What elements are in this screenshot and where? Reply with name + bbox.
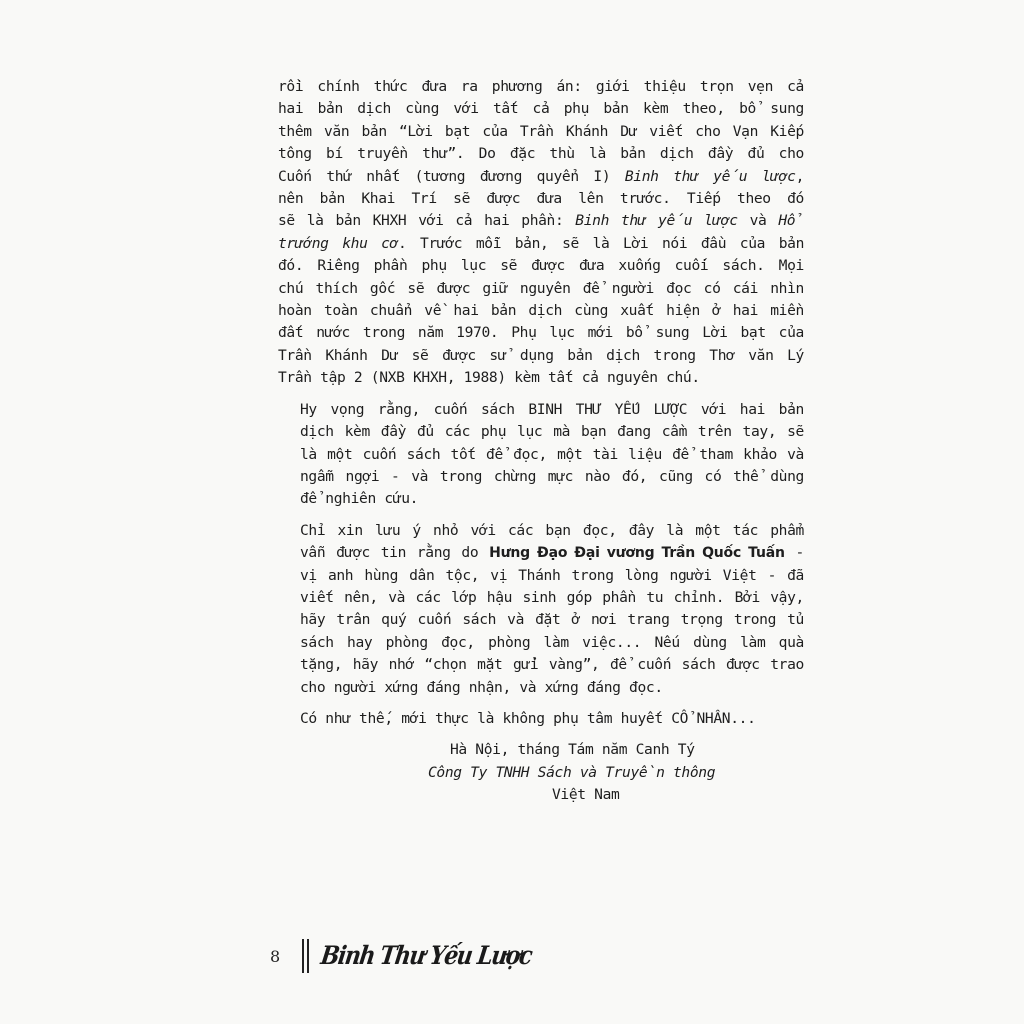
book-title-italic: Binh thư yếu lược <box>575 212 738 230</box>
text-line: cho người xứng đáng nhận, và xứng đáng đọc. <box>300 678 663 696</box>
text-line: sách hay phòng đọc, phòng làm việc... Nếu dùng làm quà <box>300 633 804 651</box>
paragraph-2 <box>278 399 804 511</box>
paragraph-1 <box>278 76 804 390</box>
page-footer <box>270 936 534 976</box>
text-line: tặng, hãy nhớ “chọn mặt gửi vàng”, để cuốn sách được trao <box>300 656 804 674</box>
text-run: , <box>795 167 805 185</box>
signature-company: Công Ty TNHH Sách và Truyền thông <box>428 763 716 781</box>
text-run: Cuốn thứ nhất (tương đương quyển I) <box>278 167 625 185</box>
paragraph-3 <box>278 520 804 699</box>
paragraph-4 <box>278 708 804 730</box>
body-text <box>278 76 804 807</box>
book-title-logo: Binh Thư Yếu Lược <box>319 941 534 971</box>
text-line: nên bản Khai Trí sẽ được đưa lên trước. Tiếp theo đó <box>278 190 804 208</box>
text-line <box>278 233 804 255</box>
text-line: hãy trân quý cuốn sách và đặt ở nơi trang trọng trong tủ <box>300 611 804 629</box>
text-line: Trần Khánh Dư sẽ được sử dụng bản dịch trong Thơ văn Lý <box>278 346 804 364</box>
text-line: chú thích gốc sẽ được giữ nguyên để người đọc có cái nhìn <box>278 279 804 297</box>
text-line: Có như thế, mới thực là không phụ tâm huyết CỔ NHÂN... <box>300 709 756 727</box>
footer-divider <box>302 939 304 973</box>
signature-block <box>278 739 804 806</box>
text-line: vị anh hùng dân tộc, vị Thánh trong lòng người Việt - đã <box>300 566 804 584</box>
text-line: viết nên, và các lớp hậu sinh góp phần tu chỉnh. Bởi vậy, <box>300 588 804 606</box>
text-run: sẽ là bản KHXH với cả hai phần: <box>278 212 576 230</box>
text-line: hai bản dịch cùng với tất cả phụ bản kèm theo, bổ sung <box>278 100 804 118</box>
text-run: - <box>784 544 804 562</box>
text-run: vẫn được tin rằng do <box>300 544 490 562</box>
text-line: tông bí truyền thư”. Do đặc thù là bản dịch đầy đủ cho <box>278 145 804 163</box>
page-number: 8 <box>270 946 281 966</box>
text-line: hoàn toàn chuẩn về hai bản dịch cùng xuất hiện ở hai miền <box>278 302 804 320</box>
text-line: đất nước trong năm 1970. Phụ lục mới bổ sung Lời bạt của <box>278 324 804 342</box>
text-line: dịch kèm đầy đủ các phụ lục mà bạn đang cầm trên tay, sẽ <box>300 423 804 441</box>
text-line: là một cuốn sách tốt để đọc, một tài liệu để tham khảo và <box>300 445 804 463</box>
signature-place-date: Hà Nội, tháng Tám năm Canh Tý <box>450 741 695 759</box>
author-name-bold: Hưng Đạo Đại vương Trần Quốc Tuấn <box>489 545 785 562</box>
text-line: để nghiên cứu. <box>300 490 419 508</box>
text-run: và <box>737 212 779 230</box>
book-title-italic: trướng khu cơ <box>278 234 399 252</box>
text-line: rồi chính thức đưa ra phương án: giới thiệu trọn vẹn cả <box>278 78 804 95</box>
text-line <box>278 166 804 188</box>
book-title-italic: Binh thư yếu lược <box>624 167 796 185</box>
text-line: đó. Riêng phần phụ lục sẽ được đưa xuống cuối sách. Mọi <box>278 257 804 275</box>
text-line: ngẫm ngợi - và trong chừng mực nào đó, cũng có thể dùng <box>300 467 804 485</box>
footer-divider <box>307 939 309 973</box>
signature-country: Việt Nam <box>552 786 620 804</box>
text-line <box>278 542 804 564</box>
text-line: Hy vọng rằng, cuốn sách BINH THƯ YẾU LƯỢC với hai bản <box>300 400 804 418</box>
text-line: Trần tập 2 (NXB KHXH, 1988) kèm tất cả nguyên chú. <box>278 369 700 387</box>
text-run: . Trước mỗi bản, sẽ là Lời nói đầu của bản <box>398 234 805 252</box>
text-line: thêm văn bản “Lời bạt của Trần Khánh Dư viết cho Vạn Kiếp <box>278 122 804 140</box>
text-line: Chỉ xin lưu ý nhỏ với các bạn đọc, đây là một tác phẩm <box>300 521 804 539</box>
book-title-italic: Hổ <box>778 212 804 230</box>
text-line <box>278 210 804 232</box>
